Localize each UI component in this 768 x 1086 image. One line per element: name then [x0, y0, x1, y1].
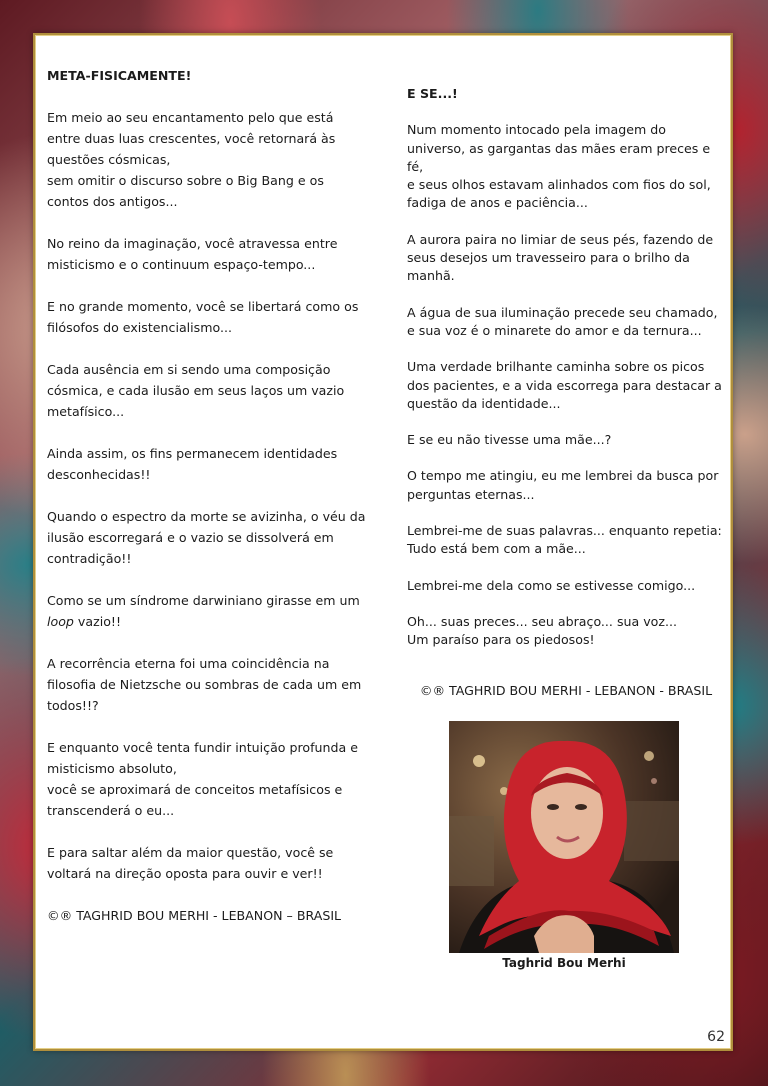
stanza: Quando o espectro da morte se avizinha, o véu da ilusão escorregará e o vazio se dissolverá em contradição!! — [47, 509, 366, 566]
stanza: E enquanto você tenta fundir intuição profunda e misticismo absoluto, você se aproximará de conceitos metafísicos e transcenderá o eu... — [47, 740, 358, 818]
stanza: A recorrência eterna foi uma coincidência na filosofia de Nietzsche ou sombras de cada um em todos!!? — [47, 656, 362, 713]
stanza: A água de sua iluminação precede seu chamado, e sua voz é o minarete do amor e da ternura... — [407, 304, 718, 338]
loop-italic: loop — [47, 614, 74, 629]
photo-caption: Taghrid Bou Merhi — [502, 956, 626, 970]
stanza: Lembrei-me de suas palavras... enquanto repetia: Tudo está bem com a mãe... — [407, 523, 722, 557]
stanza: Oh... suas preces... seu abraço... sua voz... Um paraíso para os piedosos! — [407, 613, 677, 648]
page-number: 62 — [707, 1029, 725, 1045]
copyright-right: ©® TAGHRID BOU MERHI - LEBANON - BRASIL — [419, 682, 713, 698]
poem-title-left: META-FISICAMENTE! — [47, 68, 192, 83]
stanza: E se eu não tivesse uma mãe...? — [407, 432, 612, 448]
stanza: Cada ausência em si sendo uma composição cósmica, e cada ilusão em seus laços um vazio metafísico... — [47, 362, 345, 419]
stanza: E no grande momento, você se libertará como os filósofos do existencialismo... — [47, 299, 359, 335]
stanza: E para saltar além da maior questão, você se voltará na direção oposta para ouvir e ver!! — [47, 845, 334, 881]
stanza: O tempo me atingiu, eu me lembrei da busca por perguntas eternas... — [407, 468, 719, 502]
stanza: Uma verdade brilhante caminha sobre os picos dos pacientes, e a vida escorrega para destacar a questão da identidade... — [407, 359, 722, 411]
stanza: No reino da imaginação, você atravessa entre misticismo e o continuum espaço-tempo... — [47, 236, 338, 272]
stanza: Lembrei-me dela como se estivesse comigo... — [407, 577, 696, 593]
stanza: Em meio ao seu encantamento pelo que está entre duas luas crescentes, você retornará às questões cósmicas, sem omitir o discurso sobre o Big Bang e os contos dos antigos... — [47, 110, 336, 209]
poem-title-right: E SE...! — [407, 86, 458, 101]
page-sheet — [33, 33, 733, 1051]
stanza: Num momento intocado pela imagem do universo, as gargantas das mães eram preces e fé, e seus olhos estavam alinhados com fios do sol, fadiga de anos e paciência... — [407, 122, 711, 211]
copyright-left: ©® TAGHRID BOU MERHI - LEBANON – BRASIL — [47, 908, 342, 923]
author-photo — [449, 721, 679, 953]
stanza: Como se um síndrome darwiniano girasse em um loop vazio!! — [47, 593, 360, 629]
stanza: Ainda assim, os fins permanecem identidades desconhecidas!! — [47, 446, 338, 482]
right-column — [407, 85, 725, 700]
stanza: A aurora paira no limiar de seus pés, fazendo de seus desejos um travesseiro para o brilho da manhã. — [407, 231, 714, 284]
left-column — [47, 65, 367, 926]
